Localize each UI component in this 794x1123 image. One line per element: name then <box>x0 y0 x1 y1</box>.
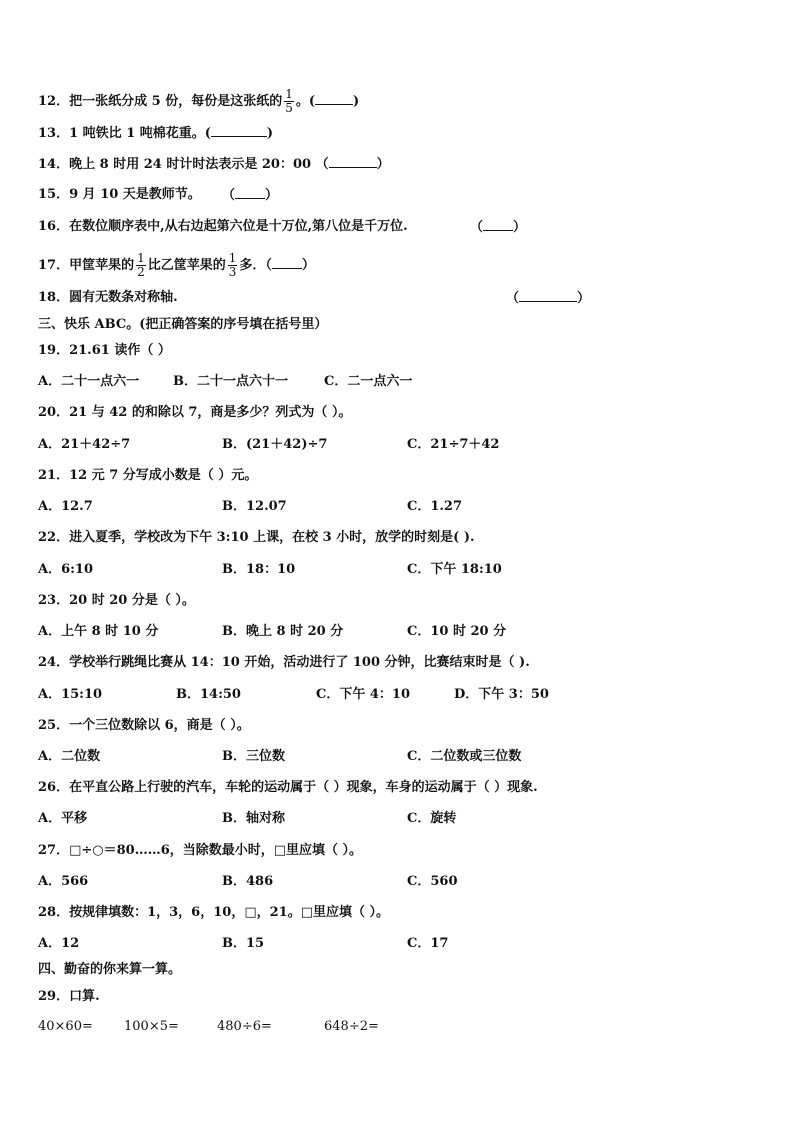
option-b[interactable]: B．三位数 <box>222 749 285 764</box>
question-16-answer: （ ） <box>470 220 527 235</box>
answer-blank[interactable] <box>272 256 302 269</box>
option-d[interactable]: D．下午 3：50 <box>454 687 549 702</box>
mental-math-item: 40×60= <box>38 1019 93 1034</box>
fraction-one-third: $\frac{1}{3}$ <box>228 251 237 279</box>
option-a[interactable]: A．二十一点六一 <box>38 374 140 389</box>
option-b[interactable]: B．二十一点六十一 <box>173 374 288 389</box>
option-b[interactable]: B．12.07 <box>222 499 287 514</box>
answer-blank[interactable] <box>483 218 513 231</box>
option-b[interactable]: B．晚上 8 时 20 分 <box>222 624 344 639</box>
option-b[interactable]: B．轴对称 <box>222 811 285 826</box>
fraction-one-half: $\frac{1}{2}$ <box>137 251 145 279</box>
question-22: 22．进入夏季，学校改为下午 3:10 上课，在校 3 小时，放学的时刻是( ). <box>38 530 475 545</box>
question-28: 28．按规律填数：1，3，6，10，□，21。□里应填（ ）。 <box>38 905 390 920</box>
question-24: 24．学校举行跳绳比赛从 14：10 开始，活动进行了 100 分钟，比赛结束时是（ ). <box>38 655 530 670</box>
question-16: 16．在数位顺序表中,从右边起第六位是十万位,第八位是千万位. <box>38 219 408 234</box>
question-21: 21．12 元 7 分写成小数是（ ）元。 <box>38 468 258 483</box>
question-13: 13．1 吨铁比 1 吨棉花重。( ) <box>38 126 274 141</box>
question-27: 27．□÷○＝80……6，当除数最小时，□里应填（ ）。 <box>38 843 363 858</box>
fraction-one-fifth: $\frac{1}{5}$ <box>285 87 293 115</box>
option-a[interactable]: A．6:10 <box>38 562 94 577</box>
answer-blank[interactable] <box>519 289 577 302</box>
question-15-answer: （ ） <box>222 188 279 203</box>
option-c[interactable]: C．560 <box>407 874 458 889</box>
section-4-heading: 四、勤奋的你来算一算。 <box>38 962 182 977</box>
option-c[interactable]: C．下午 4：10 <box>316 687 411 702</box>
question-14: 14．晚上 8 时用 24 时计时法表示是 20：00 （ ） <box>38 157 390 172</box>
option-c[interactable]: C．1.27 <box>407 499 463 514</box>
question-25: 25．一个三位数除以 6，商是（ ）。 <box>38 718 250 733</box>
question-15: 15．9 月 10 天是教师节。 <box>38 187 201 202</box>
mental-math-item: 480÷6= <box>217 1019 272 1034</box>
option-a[interactable]: A．上午 8 时 10 分 <box>38 624 159 639</box>
question-20: 20．21 与 42 的和除以 7，商是多少？列式为（ ）。 <box>38 405 352 420</box>
option-a[interactable]: A．21＋42÷7 <box>38 437 131 452</box>
section-3-heading: 三、快乐 ABC。(把正确答案的序号填在括号里） <box>38 317 328 332</box>
option-c[interactable]: C．二一点六一 <box>324 374 413 389</box>
mental-math-item: 648÷2= <box>324 1019 379 1034</box>
option-a[interactable]: A．12.7 <box>38 499 93 514</box>
question-19: 19．21.61 读作（ ） <box>38 343 171 358</box>
question-12: 12．把一张纸分成 5 份，每份是这张纸的 $\frac{1}{5}$ 。( ) <box>38 87 360 115</box>
mental-math-item: 100×5= <box>124 1019 179 1034</box>
option-a[interactable]: A．15:10 <box>38 687 103 702</box>
option-c[interactable]: C．旋转 <box>407 811 457 826</box>
option-a[interactable]: A．12 <box>38 936 80 951</box>
option-c[interactable]: C．10 时 20 分 <box>407 624 507 639</box>
option-b[interactable]: B．15 <box>222 936 265 951</box>
option-a[interactable]: A．二位数 <box>38 749 101 764</box>
answer-blank[interactable] <box>329 155 377 168</box>
option-b[interactable]: B．18：10 <box>222 562 296 577</box>
option-b[interactable]: B．486 <box>222 874 274 889</box>
question-23: 23．20 时 20 分是（ ）。 <box>38 593 195 608</box>
question-29: 29．口算. <box>38 989 100 1004</box>
option-b[interactable]: B．(21＋42)÷7 <box>222 437 328 452</box>
question-18-answer: （ ） <box>506 291 591 306</box>
question-18: 18．圆有无数条对称轴. <box>38 290 178 305</box>
option-a[interactable]: A．平移 <box>38 811 88 826</box>
answer-blank[interactable] <box>235 186 265 199</box>
option-c[interactable]: C．17 <box>407 936 449 951</box>
option-c[interactable]: C．下午 18:10 <box>407 562 502 577</box>
option-a[interactable]: A．566 <box>38 874 89 889</box>
option-b[interactable]: B．14:50 <box>176 687 241 702</box>
option-c[interactable]: C．21÷7＋42 <box>407 437 500 452</box>
answer-blank[interactable] <box>211 124 267 137</box>
question-26: 26．在平直公路上行驶的汽车，车轮的运动属于（ ）现象，车身的运动属于（ ）现象. <box>38 780 538 795</box>
option-c[interactable]: C．二位数或三位数 <box>407 749 522 764</box>
answer-blank[interactable] <box>315 92 353 105</box>
question-17: 17．甲筐苹果的 $\frac{1}{2}$ 比乙筐苹果的 $\frac{1}{3}$ 多．（ ） <box>38 251 315 279</box>
